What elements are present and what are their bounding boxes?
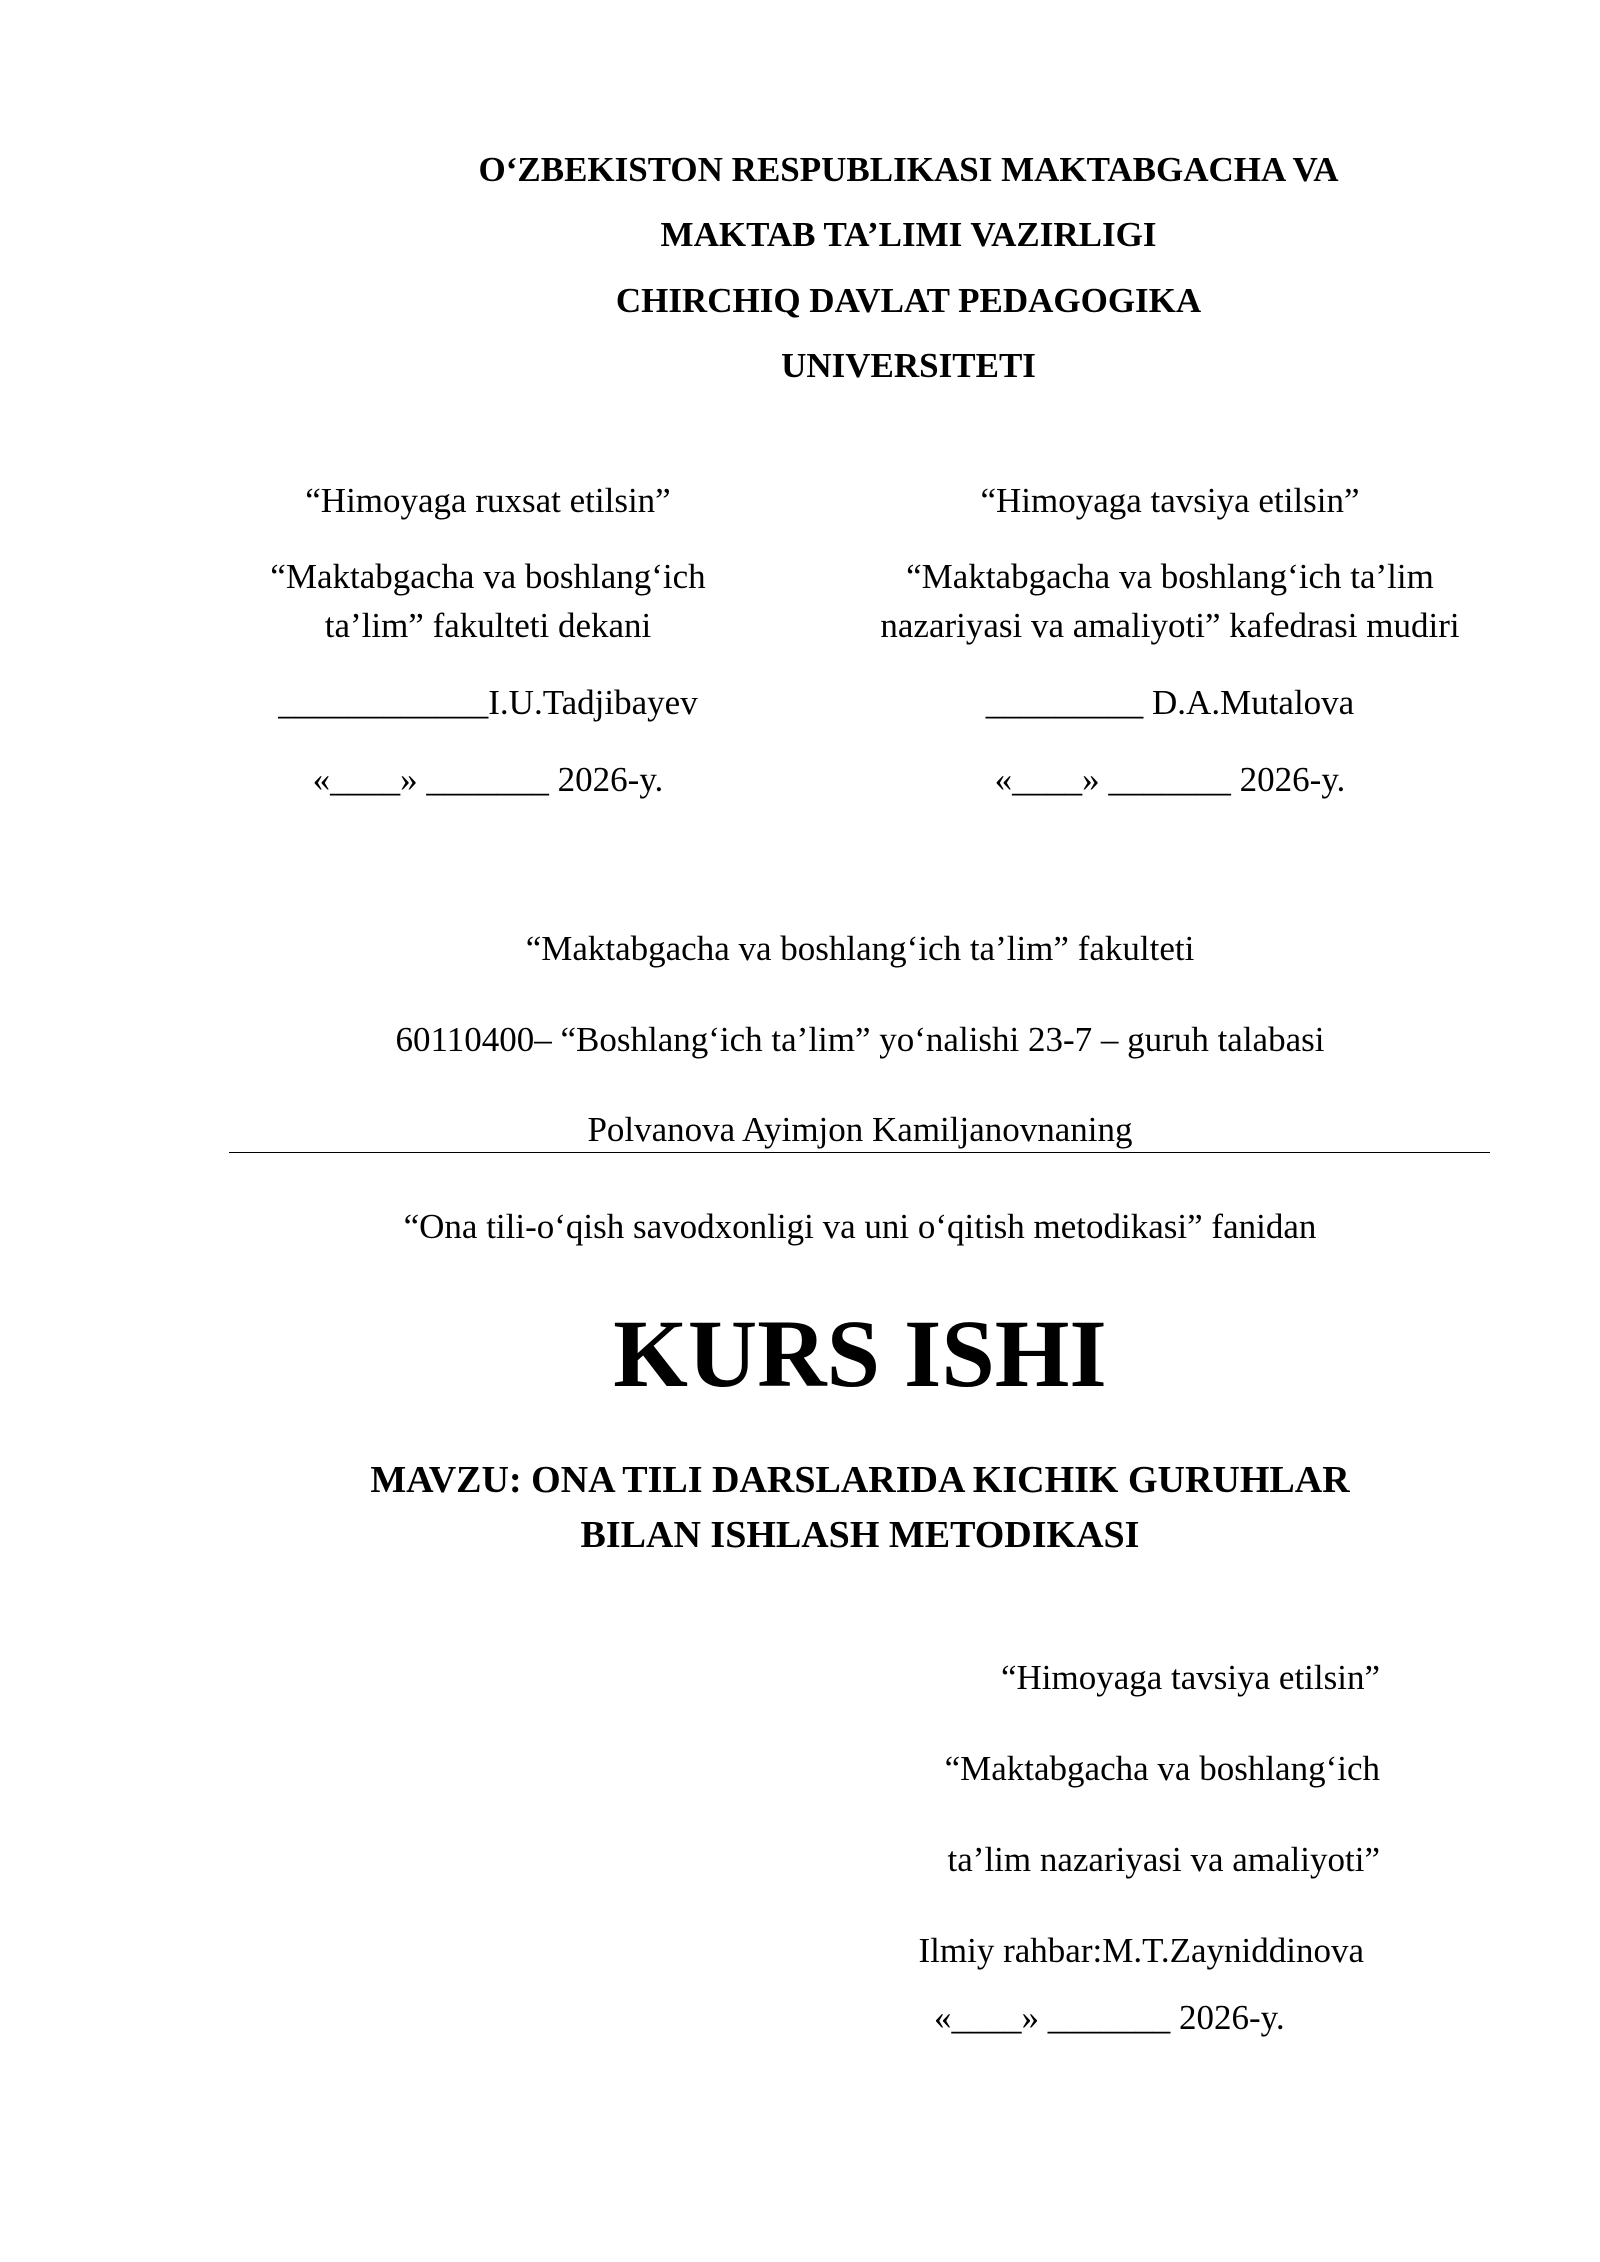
student-name: Polvanova Ayimjon Kamiljanovnaning xyxy=(587,1110,1133,1149)
student-name-underline xyxy=(229,1152,1490,1153)
header-line-2: MAKTAB TA’LIMI VAZIRLIGI xyxy=(660,215,1157,254)
topic-line-2: BILAN ISHLASH METODIKASI xyxy=(580,1514,1140,1556)
right-approval-position-1: “Maktabgacha va boshlang‘ich ta’lim xyxy=(906,557,1434,596)
header-line-3: CHIRCHIQ DAVLAT PEDAGOGIKA xyxy=(615,281,1202,320)
header-line-4: UNIVERSITETI xyxy=(781,346,1036,385)
left-approval-title: “Himoyaga ruxsat etilsin” xyxy=(305,481,671,520)
supervisor-line-2: ta’lim nazariyasi va amaliyoti” xyxy=(947,1840,1380,1879)
supervisor-date: «____» _______ 2026-y. xyxy=(934,1998,1285,2037)
left-approval-signature: ____________I.U.Tadjibayev xyxy=(278,683,698,722)
supervisor-title: “Himoyaga tavsiya etilsin” xyxy=(1000,1658,1380,1697)
right-approval-position-2: nazariyasi va amaliyoti” kafedrasi mudiri xyxy=(880,606,1460,645)
scientific-advisor: Ilmiy rahbar:M.T.Zayniddinova xyxy=(918,1931,1364,1970)
header-line-1: O‘ZBEKISTON RESPUBLIKASI MAKTABGACHA VA xyxy=(478,150,1339,189)
left-approval-position-2: ta’lim” fakulteti dekani xyxy=(324,606,652,645)
right-approval-date: «____» _______ 2026-y. xyxy=(994,760,1346,799)
student-faculty: “Maktabgacha va boshlang‘ich ta’lim” fakulteti xyxy=(525,929,1195,968)
left-approval-date: «____» _______ 2026-y. xyxy=(312,760,664,799)
topic-line-1: MAVZU: ONA TILI DARSLARIDA KICHIK GURUHLAR xyxy=(370,1459,1350,1501)
kurs-ishi-title: KURS ISHI xyxy=(613,1300,1107,1407)
subject-line: “Ona tili-o‘qish savodxonligi va uni o‘qitish metodikasi” fanidan xyxy=(403,1207,1317,1246)
left-approval-position-1: “Maktabgacha va boshlang‘ich xyxy=(270,557,706,596)
right-approval-title: “Himoyaga tavsiya etilsin” xyxy=(980,481,1360,520)
supervisor-line-1: “Maktabgacha va boshlang‘ich xyxy=(944,1749,1380,1788)
right-approval-signature: _________ D.A.Mutalova xyxy=(985,683,1355,722)
student-direction: 60110400– “Boshlang‘ich ta’lim” yo‘nalishi 23-7 – guruh talabasi xyxy=(395,1020,1325,1059)
